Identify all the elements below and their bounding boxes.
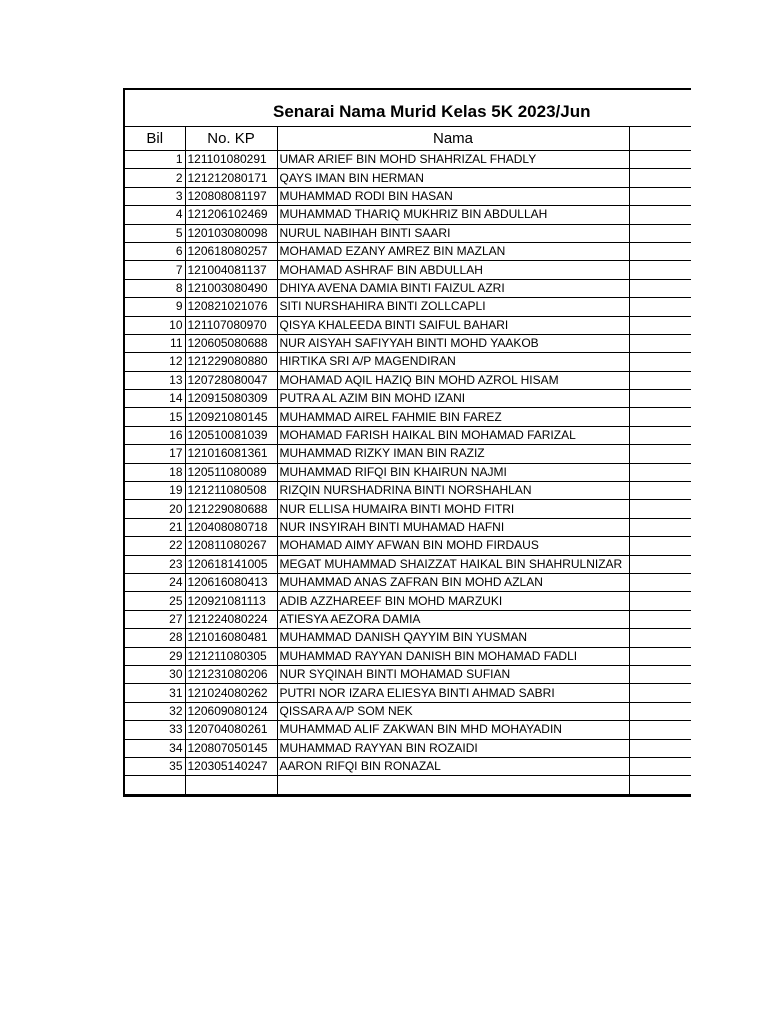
bil-cell: 24: [125, 573, 185, 591]
kp-cell: 120305140247: [185, 757, 277, 775]
extra-cell: [629, 776, 691, 794]
table-row: [125, 353, 691, 371]
table-row: [125, 665, 691, 683]
header-nama: Nama: [277, 127, 629, 151]
table-body: [125, 151, 691, 795]
table-row: [125, 279, 691, 297]
table-row: [125, 206, 691, 224]
nama-cell: MOHAMAD ASHRAF BIN ABDULLAH: [277, 261, 629, 279]
extra-cell: [629, 169, 691, 187]
nama-cell: MOHAMAD AIMY AFWAN BIN MOHD FIRDAUS: [277, 537, 629, 555]
nama-cell: ADIB AZZHAREEF BIN MOHD MARZUKI: [277, 592, 629, 610]
extra-cell: [629, 702, 691, 720]
nama-cell: MUHAMMAD DANISH QAYYIM BIN YUSMAN: [277, 629, 629, 647]
bil-cell: 33: [125, 721, 185, 739]
table-row: [125, 610, 691, 628]
table-row: [125, 739, 691, 757]
table-row: [125, 757, 691, 775]
table-row: [125, 647, 691, 665]
kp-cell: 121211080305: [185, 647, 277, 665]
table-row: [125, 151, 691, 169]
kp-cell: 121206102469: [185, 206, 277, 224]
bil-cell: 9: [125, 298, 185, 316]
kp-cell: 120811080267: [185, 537, 277, 555]
nama-cell: MOHAMAD EZANY AMREZ BIN MAZLAN: [277, 242, 629, 260]
kp-cell: 120616080413: [185, 573, 277, 591]
extra-cell: [629, 445, 691, 463]
extra-cell: [629, 721, 691, 739]
kp-cell: [185, 776, 277, 794]
bil-cell: 21: [125, 518, 185, 536]
table-row: [125, 261, 691, 279]
table-row: [125, 702, 691, 720]
table-row: [125, 334, 691, 352]
nama-cell: RIZQIN NURSHADRINA BINTI NORSHAHLAN: [277, 482, 629, 500]
extra-cell: [629, 537, 691, 555]
extra-cell: [629, 739, 691, 757]
table-row: [125, 537, 691, 555]
table-row: [125, 390, 691, 408]
kp-cell: 120605080688: [185, 334, 277, 352]
table-row: [125, 721, 691, 739]
nama-cell: NUR INSYIRAH BINTI MUHAMAD HAFNI: [277, 518, 629, 536]
kp-cell: 121231080206: [185, 665, 277, 683]
nama-cell: AARON RIFQI BIN RONAZAL: [277, 757, 629, 775]
extra-cell: [629, 573, 691, 591]
nama-cell: MUHAMMAD RIFQI BIN KHAIRUN NAJMI: [277, 463, 629, 481]
nama-cell: QISSARA A/P SOM NEK: [277, 702, 629, 720]
extra-cell: [629, 334, 691, 352]
extra-cell: [629, 684, 691, 702]
bil-cell: 22: [125, 537, 185, 555]
table-row: [125, 592, 691, 610]
extra-cell: [629, 518, 691, 536]
kp-cell: 120618141005: [185, 555, 277, 573]
bil-cell: 35: [125, 757, 185, 775]
extra-cell: [629, 279, 691, 297]
kp-cell: 121003080490: [185, 279, 277, 297]
nama-cell: MUHAMMAD ALIF ZAKWAN BIN MHD MOHAYADIN: [277, 721, 629, 739]
table-row: [125, 242, 691, 260]
nama-cell: QISYA KHALEEDA BINTI SAIFUL BAHARI: [277, 316, 629, 334]
nama-cell: ATIESYA AEZORA DAMIA: [277, 610, 629, 628]
extra-cell: [629, 757, 691, 775]
table-row: [125, 187, 691, 205]
nama-cell: MUHAMMAD AIREL FAHMIE BIN FAREZ: [277, 408, 629, 426]
extra-cell: [629, 390, 691, 408]
nama-cell: HIRTIKA SRI A/P MAGENDIRAN: [277, 353, 629, 371]
bil-cell: 20: [125, 500, 185, 518]
kp-cell: 121229080688: [185, 500, 277, 518]
table-row: [125, 371, 691, 389]
kp-cell: 121024080262: [185, 684, 277, 702]
kp-cell: 120808081197: [185, 187, 277, 205]
bil-cell: 14: [125, 390, 185, 408]
nama-cell: MUHAMMAD ANAS ZAFRAN BIN MOHD AZLAN: [277, 573, 629, 591]
extra-cell: [629, 555, 691, 573]
student-list-sheet: [123, 88, 691, 797]
bil-cell: 17: [125, 445, 185, 463]
bil-cell: 16: [125, 426, 185, 444]
nama-cell: MOHAMAD FARISH HAIKAL BIN MOHAMAD FARIZAL: [277, 426, 629, 444]
kp-cell: 121016081361: [185, 445, 277, 463]
kp-cell: 120618080257: [185, 242, 277, 260]
bil-cell: 2: [125, 169, 185, 187]
kp-cell: 120510081039: [185, 426, 277, 444]
nama-cell: PUTRA AL AZIM BIN MOHD IZANI: [277, 390, 629, 408]
extra-cell: [629, 371, 691, 389]
extra-cell: [629, 647, 691, 665]
table-row: [125, 482, 691, 500]
bil-cell: 30: [125, 665, 185, 683]
kp-cell: 121016080481: [185, 629, 277, 647]
kp-cell: 120921080145: [185, 408, 277, 426]
kp-cell: 120821021076: [185, 298, 277, 316]
nama-cell: MEGAT MUHAMMAD SHAIZZAT HAIKAL BIN SHAHRULNIZAR: [277, 555, 629, 573]
bil-cell: 1: [125, 151, 185, 169]
bil-cell: 7: [125, 261, 185, 279]
bil-cell: 13: [125, 371, 185, 389]
header-kp: No. KP: [185, 127, 277, 151]
extra-cell: [629, 316, 691, 334]
bil-cell: 10: [125, 316, 185, 334]
extra-cell: [629, 353, 691, 371]
kp-cell: 121004081137: [185, 261, 277, 279]
bil-cell: [125, 776, 185, 794]
nama-cell: MUHAMMAD RAYYAN DANISH BIN MOHAMAD FADLI: [277, 647, 629, 665]
bil-cell: 4: [125, 206, 185, 224]
table-row: [125, 426, 691, 444]
table-row: [125, 463, 691, 481]
nama-cell: MOHAMAD AQIL HAZIQ BIN MOHD AZROL HISAM: [277, 371, 629, 389]
title-row: [125, 90, 691, 126]
table-row: [125, 298, 691, 316]
extra-cell: [629, 500, 691, 518]
table-row: [125, 445, 691, 463]
extra-cell: [629, 592, 691, 610]
table-row: [125, 573, 691, 591]
header-bil: Bil: [125, 127, 185, 151]
extra-cell: [629, 629, 691, 647]
kp-cell: 120704080261: [185, 721, 277, 739]
extra-cell: [629, 426, 691, 444]
nama-cell: MUHAMMAD RIZKY IMAN BIN RAZIZ: [277, 445, 629, 463]
kp-cell: 120511080089: [185, 463, 277, 481]
bil-cell: 23: [125, 555, 185, 573]
nama-cell: NURUL NABIHAH BINTI SAARI: [277, 224, 629, 242]
nama-cell: MUHAMMAD THARIQ MUKHRIZ BIN ABDULLAH: [277, 206, 629, 224]
table-row: [125, 500, 691, 518]
bil-cell: 34: [125, 739, 185, 757]
extra-cell: [629, 463, 691, 481]
header-row: [125, 127, 691, 151]
bil-cell: 15: [125, 408, 185, 426]
extra-cell: [629, 151, 691, 169]
bil-cell: 27: [125, 610, 185, 628]
bil-cell: 3: [125, 187, 185, 205]
nama-cell: NUR ELLISA HUMAIRA BINTI MOHD FITRI: [277, 500, 629, 518]
extra-cell: [629, 482, 691, 500]
bil-cell: 11: [125, 334, 185, 352]
extra-cell: [629, 224, 691, 242]
kp-cell: 120103080098: [185, 224, 277, 242]
extra-cell: [629, 665, 691, 683]
bil-cell: 6: [125, 242, 185, 260]
kp-cell: 121212080171: [185, 169, 277, 187]
table-row: [125, 684, 691, 702]
kp-cell: 121229080880: [185, 353, 277, 371]
kp-cell: 120915080309: [185, 390, 277, 408]
student-table: [125, 126, 691, 795]
table-row: [125, 224, 691, 242]
extra-cell: [629, 298, 691, 316]
table-row: [125, 408, 691, 426]
bil-cell: 12: [125, 353, 185, 371]
table-row: [125, 776, 691, 794]
kp-cell: 121211080508: [185, 482, 277, 500]
table-row: [125, 555, 691, 573]
nama-cell: DHIYA AVENA DAMIA BINTI FAIZUL AZRI: [277, 279, 629, 297]
table-row: [125, 518, 691, 536]
nama-cell: MUHAMMAD RODI BIN HASAN: [277, 187, 629, 205]
kp-cell: 121107080970: [185, 316, 277, 334]
kp-cell: 120609080124: [185, 702, 277, 720]
bil-cell: 31: [125, 684, 185, 702]
page-title: Senarai Nama Murid Kelas 5K 2023/Jun: [273, 102, 591, 121]
nama-cell: NUR AISYAH SAFIYYAH BINTI MOHD YAAKOB: [277, 334, 629, 352]
nama-cell: PUTRI NOR IZARA ELIESYA BINTI AHMAD SABRI: [277, 684, 629, 702]
kp-cell: 121101080291: [185, 151, 277, 169]
bil-cell: 8: [125, 279, 185, 297]
bil-cell: 19: [125, 482, 185, 500]
nama-cell: NUR SYQINAH BINTI MOHAMAD SUFIAN: [277, 665, 629, 683]
extra-cell: [629, 242, 691, 260]
kp-cell: 120807050145: [185, 739, 277, 757]
nama-cell: SITI NURSHAHIRA BINTI ZOLLCAPLI: [277, 298, 629, 316]
kp-cell: 120728080047: [185, 371, 277, 389]
nama-cell: QAYS IMAN BIN HERMAN: [277, 169, 629, 187]
bil-cell: 25: [125, 592, 185, 610]
header-extra: [629, 127, 691, 151]
table-row: [125, 629, 691, 647]
bil-cell: 18: [125, 463, 185, 481]
extra-cell: [629, 187, 691, 205]
table-row: [125, 316, 691, 334]
bil-cell: 5: [125, 224, 185, 242]
bil-cell: 29: [125, 647, 185, 665]
bil-cell: 28: [125, 629, 185, 647]
nama-cell: [277, 776, 629, 794]
kp-cell: 121224080224: [185, 610, 277, 628]
table-row: [125, 169, 691, 187]
kp-cell: 120408080718: [185, 518, 277, 536]
extra-cell: [629, 206, 691, 224]
nama-cell: UMAR ARIEF BIN MOHD SHAHRIZAL FHADLY: [277, 151, 629, 169]
extra-cell: [629, 408, 691, 426]
nama-cell: MUHAMMAD RAYYAN BIN ROZAIDI: [277, 739, 629, 757]
extra-cell: [629, 610, 691, 628]
extra-cell: [629, 261, 691, 279]
kp-cell: 120921081113: [185, 592, 277, 610]
bil-cell: 32: [125, 702, 185, 720]
